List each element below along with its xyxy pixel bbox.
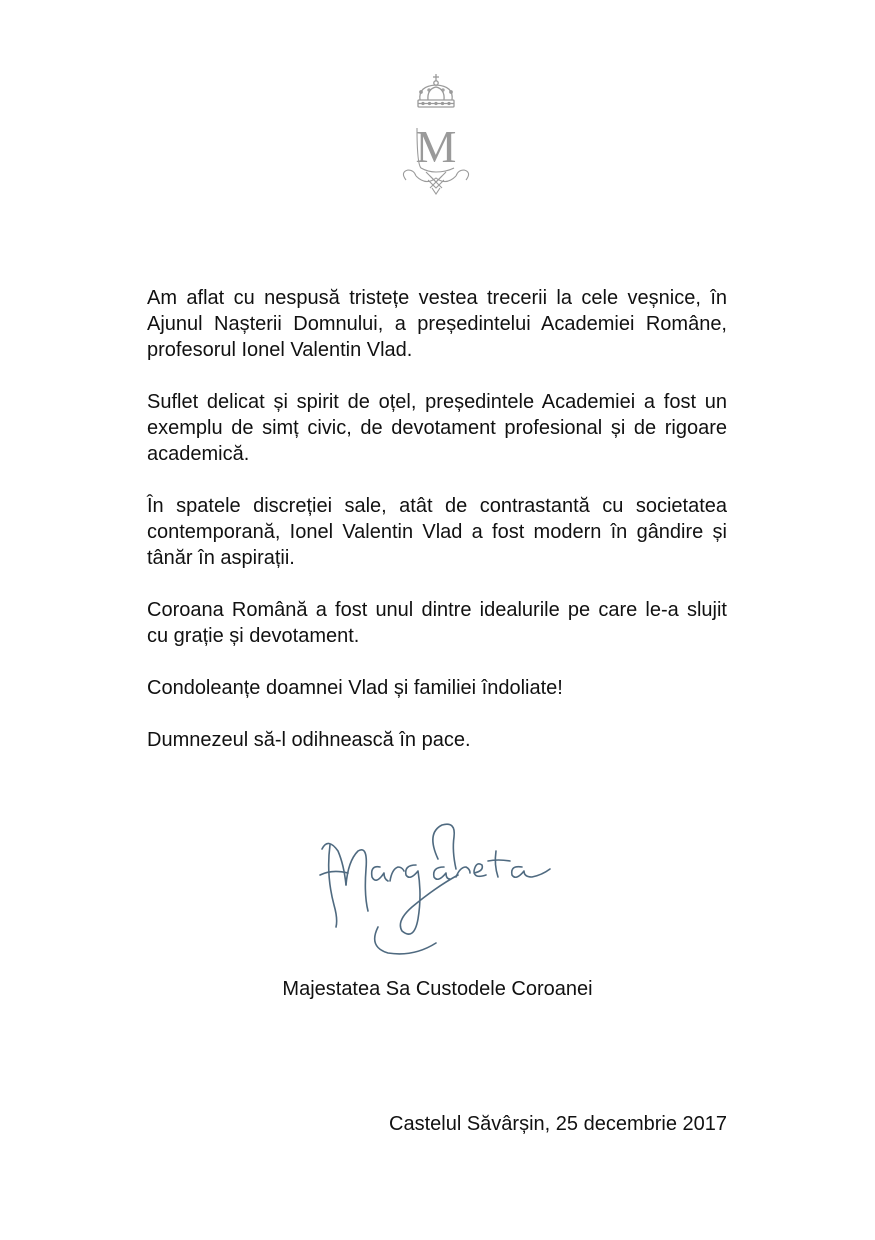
place-and-date: Castelul Săvârșin, 25 decembrie 2017 bbox=[389, 1113, 727, 1135]
monogram-letter: M bbox=[415, 121, 457, 172]
paragraph-4: Coroana Română a fost unul dintre idealurile pe care le-a slujit cu grație și devotament. bbox=[147, 599, 727, 647]
paragraph-6: Dumnezeul să-l odihnească în pace. bbox=[147, 729, 471, 751]
paragraph-2: Suflet delicat și spirit de oțel, președintele Academiei a fost un exemplu de simț civic, de devotament profesional și de rigoare academică. bbox=[147, 391, 727, 465]
paragraph-3: În spatele discreției sale, atât de contrastantă cu societatea contemporană, Ionel Valentin Vlad a fost modern în gândire și tânăr în aspirații. bbox=[147, 495, 727, 569]
crown-icon bbox=[418, 74, 454, 107]
royal-monogram-icon bbox=[398, 72, 478, 204]
paragraph-5: Condoleanțe doamnei Vlad și familiei îndoliate! bbox=[147, 677, 563, 699]
signature-margareta bbox=[318, 815, 558, 955]
paragraph-1: Am aflat cu nespusă tristețe vestea trecerii la cele veșnice, în Ajunul Nașterii Domnului, a președintelui Academiei Române, profesorul Ionel Valentin Vlad. bbox=[147, 287, 727, 361]
letter-body bbox=[147, 285, 727, 779]
signer-title: Majestatea Sa Custodele Coroanei bbox=[282, 978, 593, 1000]
